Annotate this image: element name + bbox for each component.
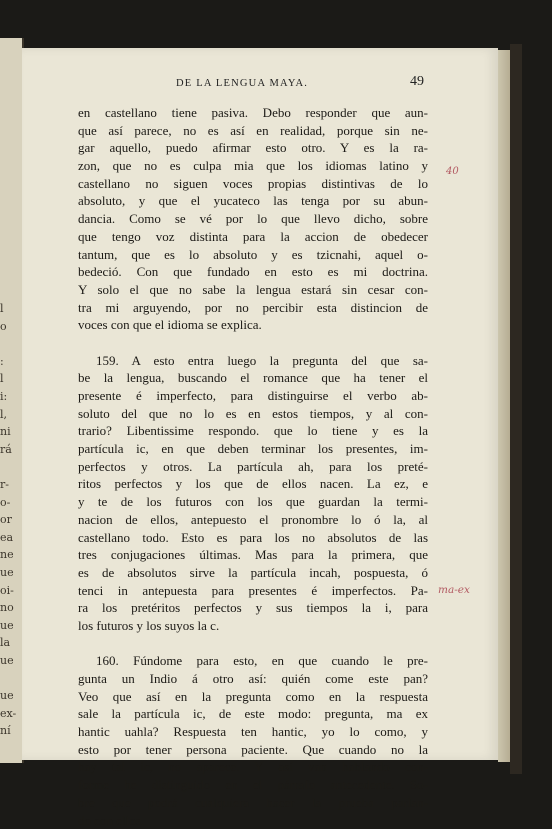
left-fragment: i: [0,388,20,406]
left-fragment: o- [0,494,20,512]
text-line: gar aquello, puedo afirmar esto otro. Y es la ra- [78,139,428,157]
left-fragment: l [0,300,20,318]
left-fragment: no [0,599,20,617]
text-line: tenci in antepuesta para presentes é imperfectos. Pa- [78,582,428,600]
margin-note-40: 40 [446,166,459,177]
page-number: 49 [410,74,424,90]
left-fragment: l [0,370,20,388]
text-line: bre que podrá cualquiera hacer la prueba parlan- [78,794,428,812]
margin-note-ma-ex: ma-ex [438,584,470,596]
text-line: castellano todo. Esto es para los no absolutos de las [78,529,428,547]
left-fragment: ea [0,529,20,547]
text-line: sale la partícula ic, de este modo: pregunta, ma ex [78,705,428,723]
text-line [78,334,428,352]
left-fragment: ne [0,546,20,564]
left-fragment [0,335,20,353]
text-line: 160. Fúndome para esto, en que cuando le pre- [78,652,428,670]
page-header [58,76,424,94]
text-line: esto por tener persona paciente. Que cuando no la [78,741,428,759]
text-line: nacion de ellos, antepuesto el pronombre lo ó la, al [78,511,428,529]
left-fragment: la [0,634,20,652]
text-line: que tengo voz distinta para la accion de obedecer [78,228,428,246]
left-fragment: rá [0,441,20,459]
text-line: Veo que así en la pregunta como en la respuesta [78,688,428,706]
left-fragment: ue [0,687,20,705]
text-line: tres conjugaciones últimas. Mas para la primera, que [78,546,428,564]
text-line: y te de los futuros con los que guardan la termi- [78,493,428,511]
text-line: tra mi arguyendo, por no percibir esta distincion de [78,299,428,317]
left-fragment: ní [0,722,20,740]
text-line: partícula ic, en que deben terminar los presentes, im- [78,440,428,458]
text-line: bedeció. Con que fundado en esto es mi doctrina. [78,263,428,281]
running-title: DE LA LENGUA MAYA. [176,78,308,89]
text-line: los futuros y los suyos la c. [78,617,428,635]
text-line: castellano no siguen voces propias distintivas de lo [78,175,428,193]
text-line: soluto del que no lo es en estos tiempos, y al con- [78,405,428,423]
text-line: presente é imperfecto, para distinguirse el verbo ab- [78,387,428,405]
left-fragment: o [0,318,20,336]
text-line: ritos perfectos y los que de ellos nacen. La ez, e [78,475,428,493]
text-line: tantum, que es lo absoluto y es tzicnahi, aquel o- [78,246,428,264]
left-fragment: : [0,353,20,371]
left-fragment: ue [0,652,20,670]
text-line: trario? Libentissime respondo. que lo tiene y es la [78,422,428,440]
left-fragment: l, [0,406,20,424]
text-line [78,635,428,653]
text-line: zon, que no es culpa mia que los idiomas latino y [78,157,428,175]
left-fragment [0,669,20,687]
left-fragment: r- [0,476,20,494]
text-line: absoluto, y que el yucateco las tenga por su abun- [78,192,428,210]
left-fragment: ue [0,617,20,635]
text-line: do con ellos. [78,812,428,829]
text-line: gunta un Indio á otro así: quién come este pan? [78,670,428,688]
text-line: voces con que el idioma se explica. [78,316,428,334]
book-cover-edge [510,44,522,774]
text-line: hantic uahla? Respuesta ten hantic, yo lo como, y [78,723,428,741]
left-page-fragments [0,300,20,740]
left-fragment: oi- [0,582,20,600]
text-line: forme he distinguido en el párrafo antecedente. So- [78,776,428,794]
page-stack-edge [498,50,510,762]
text-line: perfectos y otros. La partícula ah, para los preté- [78,458,428,476]
text-line: hay tal ic, no aparece. Y así van hablando con- [78,758,428,776]
text-line: que así parece, no es así en realidad, porque sin ne- [78,122,428,140]
left-fragment [0,458,20,476]
text-line: 159. A esto entra luego la pregunta del que sa- [78,352,428,370]
text-line: dancia. Como se vé por lo que llevo dicho, sobre [78,210,428,228]
text-line: be la lengua, buscando el romance que ha tener el [78,369,428,387]
left-fragment: or [0,511,20,529]
text-line: ra los pretéritos perfectos y sus tiempos la i, para [78,599,428,617]
left-fragment: ue [0,564,20,582]
body-text [78,104,428,829]
text-line: Y solo el que no sabe la lengua estará sin cesar con- [78,281,428,299]
text-line: es de absolutos sirve la partícula incah, pospuesta, ó [78,564,428,582]
left-fragment: ni [0,423,20,441]
left-fragment: ex- [0,705,20,723]
text-line: en castellano tiene pasiva. Debo responder que aun- [78,104,428,122]
